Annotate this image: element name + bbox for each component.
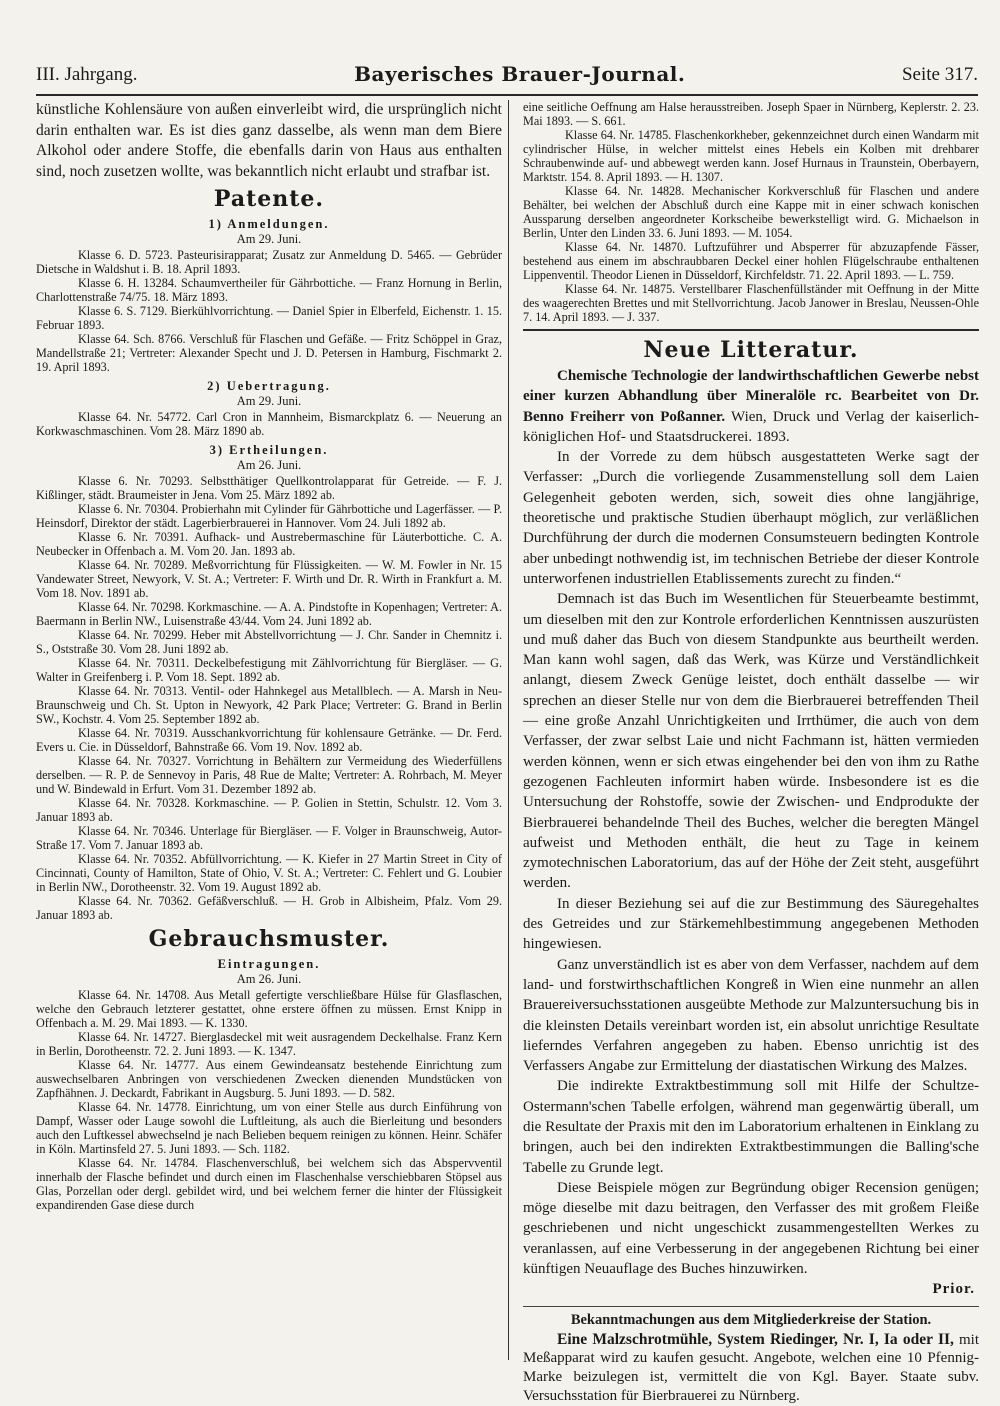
uebertragung-list xyxy=(36,410,502,438)
ertheilungen-list xyxy=(36,474,502,922)
gebrauchsmuster-entry: Klasse 64. Nr. 14870. Luftzuführer und Absperrer für abzuzapfende Fässer, bestehend aus einem im abschraubbaren Deckel einer hohlen Flügelschraube enthaltenen Lippenventil. Theodor Lienen in Düsseldorf, Kirchfeldstr. 71. 22. April 1893. — L. 759. xyxy=(523,240,979,282)
patent-entry: Klasse 64. Nr. 70311. Deckelbefestigung mit Zählvorrichtung für Biergläser. — G. Walter in Greifenberg i. P. Vom 18. Sept. 1892 ab. xyxy=(36,656,502,684)
review-text xyxy=(523,447,979,1279)
patent-entry: Klasse 64. Nr. 70299. Heber mit Abstellvorrichtung — J. Chr. Sander in Chemnitz i. S., Oststraße 30. Vom 28. Juni 1892 ab. xyxy=(36,628,502,656)
subheading-uebertragung: 2) Uebertragung. xyxy=(207,379,331,393)
patent-entry: Klasse 64. Nr. 70298. Korkmaschine. — A. A. Pindstofte in Kopenhagen; Vertreter: A. Baermann in Berlin NW., Luisenstraße 43/44. Vom 24. Juni 1892 ab. xyxy=(36,600,502,628)
patent-entry: Klasse 64. Nr. 70289. Meßvorrichtung für Flüssigkeiten. — W. M. Fowler in Nr. 15 Vandewater Street, Newyork, V. St. A.; Vertreter: F. Wirth und Dr. R. Wirth in Frankfurt a. M. Vom 18. Nov. 1891 ab. xyxy=(36,558,502,600)
review-paragraph: Ganz unverständlich ist es aber von dem Verfasser, nachdem auf dem land- und forstwirthschaftlichen Kongreß in Wien eine nunmehr an allen Brauereiversuchsstationen ausgeübte Methode zur Malzuntersuchung bis in die kleinsten Details vereinbart worden ist, ein absolut unrichtige Resultate lieferndes Verfahren angegeben zu haben. Ebenso unrichtig ist des Verfassers Angabe zur Ermittelung der diastatischen Wirkung des Malzes. xyxy=(523,956,979,1075)
left-column xyxy=(36,100,508,1360)
gebrauchsmuster-entry: Klasse 64. Nr. 14778. Einrichtung, um von einer Stelle aus durch Einführung von Dampf, Wasser oder Lauge sowohl die Luftleitung, als auch die Bierleitung und besonders auch den Luftkessel abwechselnd je nach Belieben bequem reinigen zu können. Heinr. Schäfer in Köln. Martinsfeld 27. 5. Juni 1893. — Sch. 1182. xyxy=(36,1100,502,1156)
patent-entry: Klasse 64. Sch. 8766. Verschluß für Flaschen und Gefäße. — Fritz Schöppel in Graz, Mandellstraße 21; Vertreter: Alexander Specht und J. D. Petersen in Hamburg, Fischmarkt 2. 19. April 1893. xyxy=(36,332,502,374)
subheading-eintragungen: Eintragungen. xyxy=(217,957,321,971)
announcement-text xyxy=(523,1331,979,1406)
patent-entry: Klasse 6. H. 13284. Schaumvertheiler für Gährbottiche. — Franz Hornung in Berlin, Charlottenstraße 74/75. 18. März 1893. xyxy=(36,276,502,304)
volume-label: III. Jahrgang. xyxy=(36,64,138,85)
patent-entry: Klasse 6. Nr. 70304. Probierhahn mit Cylinder für Gährbottiche und Lagerfässer. — P. Heinsdorf, Direktor der städt. Lagerbierbrauerei in Hannover. Vom 24. Juli 1892 ab. xyxy=(36,502,502,530)
review-paragraph: Demnach ist das Buch im Wesentlichen für Steuerbeamte bestimmt, um dieselben mit den zur Kontrole erforderlichen Kenntnissen auszurüsten und muß daher das Buch von diesem Standpunkte aus beurtheilt werden. Man kann wohl sagen, daß das Werk, was Kürze und Verständlichkeit anlangt, diesem Zweck Genüge leistet, doch enthält dasselbe — wir sprechen an dieser Stelle nur von dem die Bierbrauerei betreffenden Theil — eine große Anzahl Unrichtigkeiten und Irrthümer, die auch von dem Verfasser, der zwar selbst Laie und nicht Fachmann ist, hätten vermieden werden können, wenn er sich etwas eingehender bei den von ihm zu Rathe gezogenen Fachleuten informirt haben würde. Insbesondere ist es die Untersuchung der Rohstoffe, sowie der Zwischen- und Endprodukte der Bierbrauerei behandelnde Theil des Buches, welcher die beregten Mängel aufweist und Methoden enthält, die heut zu Tage in keinem zymotechnischen Laboratorium, das auf der Höhe der Zeit steht, ausgeführt werden. xyxy=(523,591,979,892)
date-ertheilungen: Am 26. Juni. xyxy=(236,458,302,472)
date-anmeldungen: Am 29. Juni. xyxy=(236,232,302,246)
patent-entry: Klasse 64. Nr. 70328. Korkmaschine. — P. Golien in Stettin, Schulstr. 12. Vom 3. Januar 1893 ab. xyxy=(36,796,502,824)
gebrauchsmuster-entry: Klasse 64. Nr. 14828. Mechanischer Korkverschluß für Flaschen und andere Behälter, bei welchen der Abschluß durch eine Kappe mit in einer schwach konischen Aussparung derselben angeordneter Korkscheibe bewerkstelligt wird. G. Michaelson in Berlin, Unter den Linden 33. 6. Juni 1893. — M. 1054. xyxy=(523,184,979,240)
patent-entry: Klasse 64. Nr. 70362. Gefäßverschluß. — H. Grob in Albisheim, Pfalz. Vom 29. Januar 1893 ab. xyxy=(36,894,502,922)
column-separator xyxy=(508,100,515,1360)
book-publisher: Wien, Druck und Verlag der kaiserlich-königlichen Hof- und Staatsdruckerei. 1893. xyxy=(523,408,979,445)
patent-entry: Klasse 64. Nr. 70352. Abfüllvorrichtung. — K. Kiefer in 27 Martin Street in City of Cincinnati, County of Hamilton, State of Ohio, V. St. A.; Vertreter: C. Fehlert und G. Loubier in Berlin NW., Dorotheenstr. 32. Vom 19. August 1892 ab. xyxy=(36,852,502,894)
section-title-litteratur: Neue Litteratur. xyxy=(643,337,859,363)
patent-entry: Klasse 64. Nr. 70346. Unterlage für Biergläser. — F. Volger in Braunschweig, Autor-Straße 17. Vom 7. Januar 1893 ab. xyxy=(36,824,502,852)
review-signature: Prior. xyxy=(932,1281,975,1298)
section-title-patente: Patente. xyxy=(213,186,325,212)
patent-entry: Klasse 6. Nr. 70293. Selbstthätiger Quellkontrolapparat für Getreide. — F. J. Kißlinger, städt. Braumeister in Jena. Vom 25. März 1892 ab. xyxy=(36,474,502,502)
page-header xyxy=(36,56,978,86)
book-entry xyxy=(523,366,979,447)
section-rule xyxy=(523,329,979,331)
patent-entry: Klasse 64. Nr. 70313. Ventil- oder Hahnkegel aus Metallblech. — A. Marsh in Neu-Braunschweig und Ch. St. Upton in Newyork, 42 Park Place; Vertreter: G. Brand in Berlin SW., Kochstr. 4. Vom 25. September 1892 ab. xyxy=(36,684,502,726)
header-rule xyxy=(36,94,978,96)
patent-entry: Klasse 64. Nr. 70319. Ausschankvorrichtung für kohlensaure Getränke. — Dr. Ferd. Evers u. Cie. in Düsseldorf, Bahnstraße 66. Vom 19. Nov. 1892 ab. xyxy=(36,726,502,754)
announcement-rule xyxy=(523,1306,979,1307)
announcement-body: mit Meßapparat wird zu kaufen gesucht. Angebote, welchen eine 10 Pfennig-Marke beizulegen ist, vermittelt die von Kgl. Bayer. Staate subv. Versuchsstation für Bierbrauerei zu Nürnberg. xyxy=(523,1331,979,1405)
patent-entry: Klasse 6. S. 7129. Bierkühlvorrichtung. — Daniel Spier in Elberfeld, Eichenstr. 1. 15. Februar 1893. xyxy=(36,304,502,332)
journal-title: Bayerisches Brauer-Journal. xyxy=(354,62,686,86)
continued-entries-list xyxy=(523,100,979,324)
review-paragraph: Die indirekte Extraktbestimmung soll mit Hilfe der Schultze-Ostermann'schen Tabelle erfolgen, während man gegenwärtig überall, um die Resultate der Praxis mit den im Laboratorium erhaltenen in Einklang zu bringen, auch bei den indirekten Extraktbestimmungen die Balling'sche Tabelle zu Grunde legt. xyxy=(523,1078,979,1176)
patent-entry: Klasse 6. D. 5723. Pasteurisirapparat; Zusatz zur Anmeldung D. 5465. — Gebrüder Dietsche in Waldshut i. B. 18. April 1893. xyxy=(36,248,502,276)
review-paragraph: In der Vorrede zu dem hübsch ausgestatteten Werke sagt der Verfasser: „Durch die vorliegende Zusammenstellung soll dem Laien Gelegenheit geboten werden, sich, soweit dies ohne langjährige, theoretische und praktische Studien überhaupt möglich, zur verläßlichen Durchführung der durch die modernen Consumsteuern bedingten Kontrole aber unbedingt nothwendig ist, im technischen Betriebe der dieser Kontrole unterworfenen industriellen Etablissements zurecht zu finden.“ xyxy=(523,449,979,587)
gebrauchsmuster-entry: Klasse 64. Nr. 14777. Aus einem Gewindeansatz bestehende Einrichtung zum auswechselbaren Anbringen von verschiedenen Zwecken dienenden Mundstücken von Zapfhähnen. J. Deckardt, Fabrikant in Augsburg. 5. Juni 1893. — D. 582. xyxy=(36,1058,502,1100)
two-column-body xyxy=(36,100,979,1405)
gebrauchsmuster-entry: Klasse 64. Nr. 14784. Flaschenverschluß, bei welchem sich das Abspervventil innerhalb der Flasche befindet und durch einen im Flaschenhalse verschiebbaren Stöpsel aus Glas, Porzellan oder dergl. gebildet wird, und bei welchem ferner die hinter der Flüssigkeit expandirenden Gase diese durch xyxy=(36,1156,502,1212)
page-number: Seite 317. xyxy=(901,64,978,85)
section-title-gebrauchsmuster: Gebrauchsmuster. xyxy=(148,926,390,952)
subheading-anmeldungen: 1) Anmeldungen. xyxy=(208,217,330,231)
eintragungen-list xyxy=(36,988,502,1212)
review-paragraph: In dieser Beziehung sei auf die zur Bestimmung des Säuregehaltes des Getreides und zur Stärkemehlbestimmung angegebenen Methoden hingewiesen. xyxy=(523,895,979,953)
announcement-title: Bekanntmachungen aus dem Mitgliederkreise der Station. xyxy=(570,1311,932,1328)
date-eintragungen: Am 26. Juni. xyxy=(236,972,302,986)
date-uebertragung: Am 29. Juni. xyxy=(236,394,302,408)
patent-entry: Klasse 6. Nr. 70391. Aufhack- und Austrebermaschine für Läuterbottiche. C. A. Neubecker in Offenbach a. M. Vom 20. Jan. 1893 ab. xyxy=(36,530,502,558)
announcement-bold: Eine Malzschrotmühle, System Riedinger, Nr. I, Ia oder II, xyxy=(557,1330,954,1348)
gebrauchsmuster-entry: Klasse 64. Nr. 14708. Aus Metall gefertigte verschließbare Hülse für Glasflaschen, welche den Gebrauch letzterer gestattet, ohne erstere öffnen zu müssen. Ernst Knipp in Offenbach a. M. 29. Mai 1893. — K. 1330. xyxy=(36,988,502,1030)
gebrauchsmuster-entry: eine seitliche Oeffnung am Halse herausstreiben. Joseph Spaer in Nürnberg, Keplerstr. 2. 23. Mai 1893. — S. 661. xyxy=(523,100,979,128)
gebrauchsmuster-entry: Klasse 64. Nr. 14875. Verstellbarer Flaschenfüllständer mit Oeffnung in der Mitte des waagerechten Brettes und mit Stellvorrichtung. Jacob Janower in Breslau, Neussen-Ohle 7. 14. April 1893. — J. 337. xyxy=(523,282,979,324)
book-title: Chemische Technologie der landwirthschaftlichen Gewerbe nebst einer kurzen Abhandlung über Mineralöle rc. Bearbeitet von Dr. Benno Freiherr von Poßanner. xyxy=(523,368,979,425)
subheading-ertheilungen: 3) Ertheilungen. xyxy=(209,443,329,457)
right-column xyxy=(515,100,979,1405)
intro-paragraph: künstliche Kohlensäure von außen einverleibt wird, die ursprünglich nicht darin enthalten war. Es ist dies ganz dasselbe, als wenn man dem Biere Alkohol oder andere Stoffe, die ebenfalls darin von Haus aus enthalten sind, noch zusetzen wollte, was bekanntlich nicht erlaubt und strafbar ist. xyxy=(36,101,502,180)
gebrauchsmuster-entry: Klasse 64. Nr. 14785. Flaschenkorkheber, gekennzeichnet durch einen Wandarm mit cylindrischer Hülse, in welcher mittelst eines Hebels ein Kolben mit drehbarer Schraubenwinde auf- und abbewegt werden kann. Josef Hurnaus in Traunstein, Oberbayern, Marktstr. 154. 8. April 1893. — H. 1307. xyxy=(523,128,979,184)
review-paragraph: Diese Beispiele mögen zur Begründung obiger Recension genügen; möge dieselbe mit dazu beitragen, den Verfasser des mit großem Fleiße geschriebenen und nicht ungeschickt zusammengestellten Werkes zu veranlassen, auf eine Verbesserung in der angegebenen Richtung bei einer künftigen Neuauflage des Buches hinzuwirken. xyxy=(523,1179,979,1278)
anmeldungen-list xyxy=(36,248,502,374)
patent-entry: Klasse 64. Nr. 70327. Vorrichtung in Behältern zur Vermeidung des Wiederfüllens derselben. — R. P. de Sennevoy in Paris, 48 Rue de Malte; Vertreter: A. Rohrbach, M. Meyer und W. Bindewald in Erfurt. Vom 31. Dezember 1892 ab. xyxy=(36,754,502,796)
gebrauchsmuster-entry: Klasse 64. Nr. 14727. Bierglasdeckel mit weit ausragendem Deckelhalse. Franz Kern in Berlin, Dorotheenstr. 72. 2. Juni 1893. — K. 1347. xyxy=(36,1030,502,1058)
patent-entry: Klasse 64. Nr. 54772. Carl Cron in Mannheim, Bismarckplatz 6. — Neuerung an Korkwaschmaschinen. Vom 28. März 1890 ab. xyxy=(36,410,502,438)
